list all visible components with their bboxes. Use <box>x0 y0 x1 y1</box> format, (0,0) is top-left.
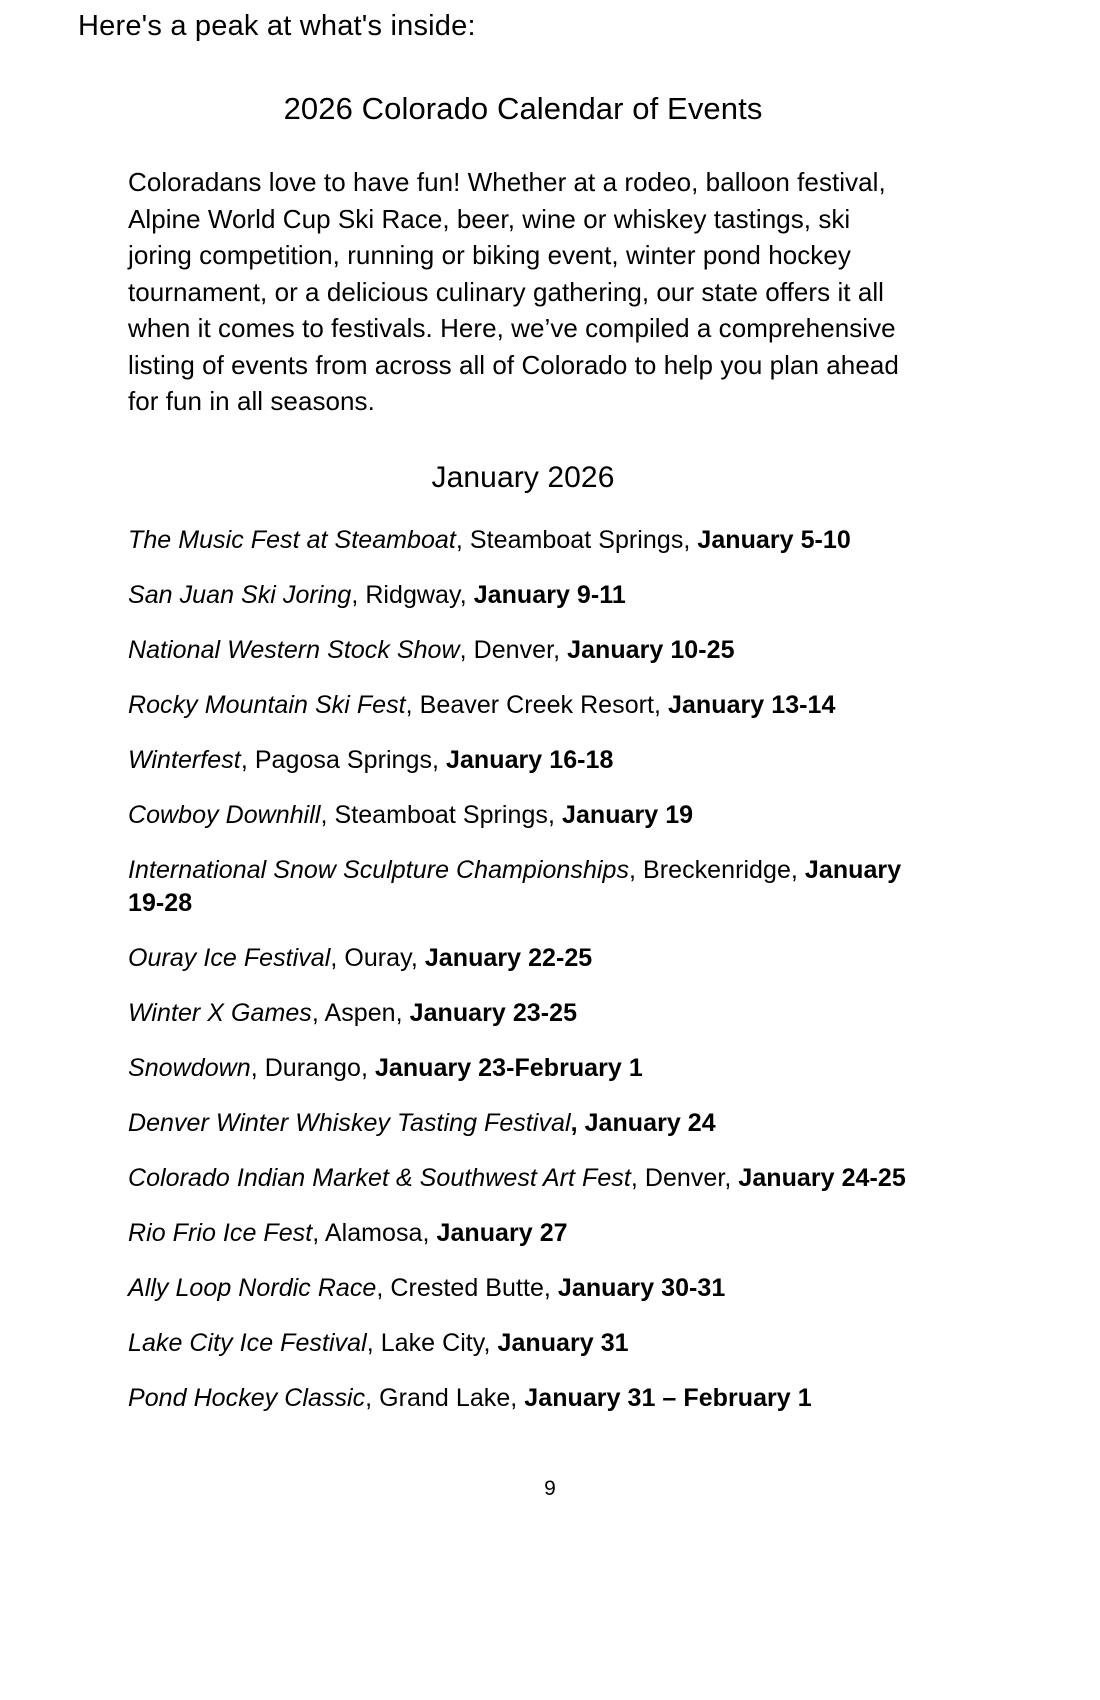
event-separator: , <box>790 855 805 884</box>
page-title: 2026 Colorado Calendar of Events <box>283 91 763 126</box>
event-name: Rio Frio Ice Fest <box>128 1218 313 1247</box>
event-name: Denver Winter Whiskey Tasting Festival <box>128 1108 571 1137</box>
event-location: Steamboat Springs <box>469 525 684 554</box>
event-date: January 24-25 <box>738 1163 906 1192</box>
event-location: Ouray <box>344 943 411 972</box>
event-date: January 19-28 <box>128 855 902 917</box>
event-date: January 22-25 <box>424 943 593 972</box>
event-date: January 23-February 1 <box>374 1053 643 1082</box>
event-name: Winterfest <box>128 745 241 774</box>
event-location: Pagosa Springs <box>254 745 433 774</box>
event-date: January 9-11 <box>473 580 626 609</box>
event-separator: , <box>311 998 325 1027</box>
event-list-item <box>128 1052 918 1085</box>
event-date: January 10-25 <box>567 635 735 664</box>
event-list-item <box>128 1162 918 1195</box>
event-location: Durango <box>264 1053 361 1082</box>
event-list-item <box>128 579 918 612</box>
event-name: Winter X Games <box>128 998 312 1027</box>
event-name: The Music Fest at Steamboat <box>128 525 456 554</box>
event-name: Colorado Indian Market & Southwest Art Fest <box>128 1163 631 1192</box>
event-separator: , <box>553 635 568 664</box>
event-list-item <box>128 1107 918 1140</box>
event-separator: , <box>724 1163 739 1192</box>
event-separator: , <box>630 1163 645 1192</box>
event-name: Pond Hockey Classic <box>128 1383 366 1412</box>
event-separator: , <box>547 800 562 829</box>
event-separator: , <box>312 1218 325 1247</box>
event-name: Lake City Ice Festival <box>128 1328 367 1357</box>
event-date: January 30-31 <box>557 1273 726 1302</box>
event-separator: , <box>365 1383 380 1412</box>
event-list-item <box>128 1327 918 1360</box>
event-location: Steamboat Springs <box>334 800 548 829</box>
event-list-item <box>128 1272 918 1305</box>
event-list-item <box>128 1217 918 1250</box>
event-name: San Juan Ski Joring <box>128 580 352 609</box>
event-separator: , <box>410 943 425 972</box>
event-separator: , <box>683 525 698 554</box>
event-location: Lake City <box>380 1328 484 1357</box>
event-location: Ridgway <box>365 580 460 609</box>
event-list-item <box>128 689 918 722</box>
event-separator: , <box>366 1328 381 1357</box>
event-date: January 31 – February 1 <box>524 1383 812 1412</box>
event-separator: , <box>422 1218 437 1247</box>
event-name: Rocky Mountain Ski Fest <box>128 690 406 719</box>
event-separator: , <box>376 1273 391 1302</box>
event-location: Alamosa <box>324 1218 423 1247</box>
event-list-item <box>128 942 918 975</box>
event-location: Denver <box>473 635 554 664</box>
event-list-item <box>128 634 918 667</box>
event-date: January 31 <box>497 1328 629 1357</box>
event-list-item <box>128 997 918 1030</box>
event-name: Ally Loop Nordic Race <box>128 1273 377 1302</box>
event-separator: , <box>483 1328 498 1357</box>
event-separator: , <box>330 943 345 972</box>
event-separator: , <box>459 635 474 664</box>
event-name: Cowboy Downhill <box>128 800 321 829</box>
month-heading: January 2026 <box>431 460 615 494</box>
event-separator: , <box>432 745 447 774</box>
event-separator: , <box>455 525 470 554</box>
event-date: January 19 <box>561 800 694 829</box>
event-separator: , <box>459 580 474 609</box>
event-separator: , <box>240 745 255 774</box>
event-location: Denver <box>644 1163 725 1192</box>
events-list <box>128 524 918 1415</box>
event-location: Crested Butte <box>390 1273 544 1302</box>
intro-paragraph: Coloradans love to have fun! Whether at a rodeo, balloon festival, Alpine World Cup Ski Race, beer, wine or whiskey tastings, ski joring competition, running or biking event, winter pond hockey tournament, or a delicious culinary gathering, our state offers it all when it comes to festivals. Here, we’ve compiled a comprehensive listing of events from across all of Colorado to help you plan ahead for fun in all seasons. <box>128 167 899 416</box>
event-name: International Snow Sculpture Championships <box>128 855 630 884</box>
event-list-item <box>128 1382 918 1415</box>
event-name: National Western Stock Show <box>128 635 460 664</box>
event-separator: , <box>405 690 420 719</box>
event-list-item <box>128 524 918 557</box>
lead-in-text: Here's a peak at what's inside: <box>78 10 476 42</box>
event-location: Aspen <box>324 998 396 1027</box>
event-separator: , <box>654 690 669 719</box>
event-location: Beaver Creek Resort <box>419 690 655 719</box>
event-list-item <box>128 744 918 777</box>
event-separator: , <box>510 1383 525 1412</box>
event-location: Breckenridge <box>643 855 791 884</box>
event-date: January 5-10 <box>697 525 851 554</box>
page-number: 9 <box>544 1477 556 1500</box>
event-date: January 27 <box>436 1218 568 1247</box>
event-location: Grand Lake <box>379 1383 511 1412</box>
event-name: Ouray Ice Festival <box>128 943 331 972</box>
event-separator: , <box>395 998 410 1027</box>
event-date: January 13-14 <box>668 690 836 719</box>
event-name: Snowdown <box>128 1053 251 1082</box>
event-list-item <box>128 799 918 832</box>
document-body <box>128 88 918 1415</box>
event-separator: , <box>351 580 366 609</box>
event-separator: , <box>570 1108 585 1137</box>
event-date: January 16-18 <box>446 745 614 774</box>
event-date: January 24 <box>584 1108 716 1137</box>
event-separator: , <box>543 1273 558 1302</box>
event-separator: , <box>320 800 335 829</box>
event-separator: , <box>250 1053 265 1082</box>
event-separator: , <box>360 1053 375 1082</box>
event-list-item <box>128 854 918 920</box>
event-separator: , <box>629 855 644 884</box>
event-date: January 23-25 <box>409 998 578 1027</box>
